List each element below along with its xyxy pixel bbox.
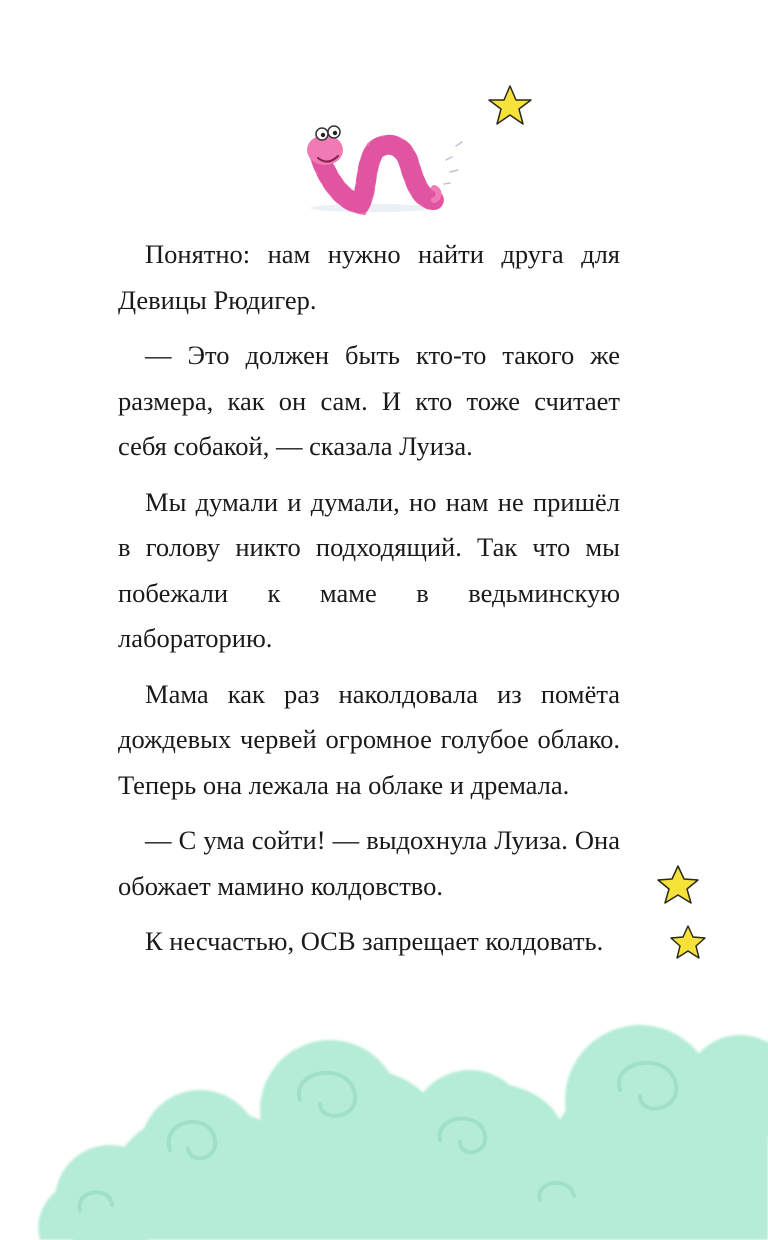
worm-illustration xyxy=(0,0,768,230)
story-text xyxy=(118,232,620,975)
star-icon xyxy=(489,86,531,124)
paragraph: Мама как раз наколдовала из помёта дождевых червей огромное голубое облако. Теперь она лежала на облаке и дремала. xyxy=(118,678,620,800)
star-icon xyxy=(671,926,705,958)
star-icon xyxy=(658,866,698,903)
paragraph: Мы думали и думали, но нам не пришёл в голову никто подходящий. Так что мы побежали к маме в ведьминскую лабораторию. xyxy=(118,486,620,653)
paragraph: — Это должен быть кто-то такого же размера, как он сам. И кто тоже считает себя собакой, — сказала Луиза. xyxy=(118,340,620,461)
paragraph: К несчастью, ОСВ запрещает колдовать. xyxy=(145,926,604,956)
paragraph: — С ума сойти! — выдохнула Луиза. Она обожает мамино колдовство. xyxy=(118,825,620,901)
cloud-illustration xyxy=(0,1000,768,1240)
paragraph: Понятно: нам нужно найти друга для Девицы Рюдигер. xyxy=(118,239,620,315)
